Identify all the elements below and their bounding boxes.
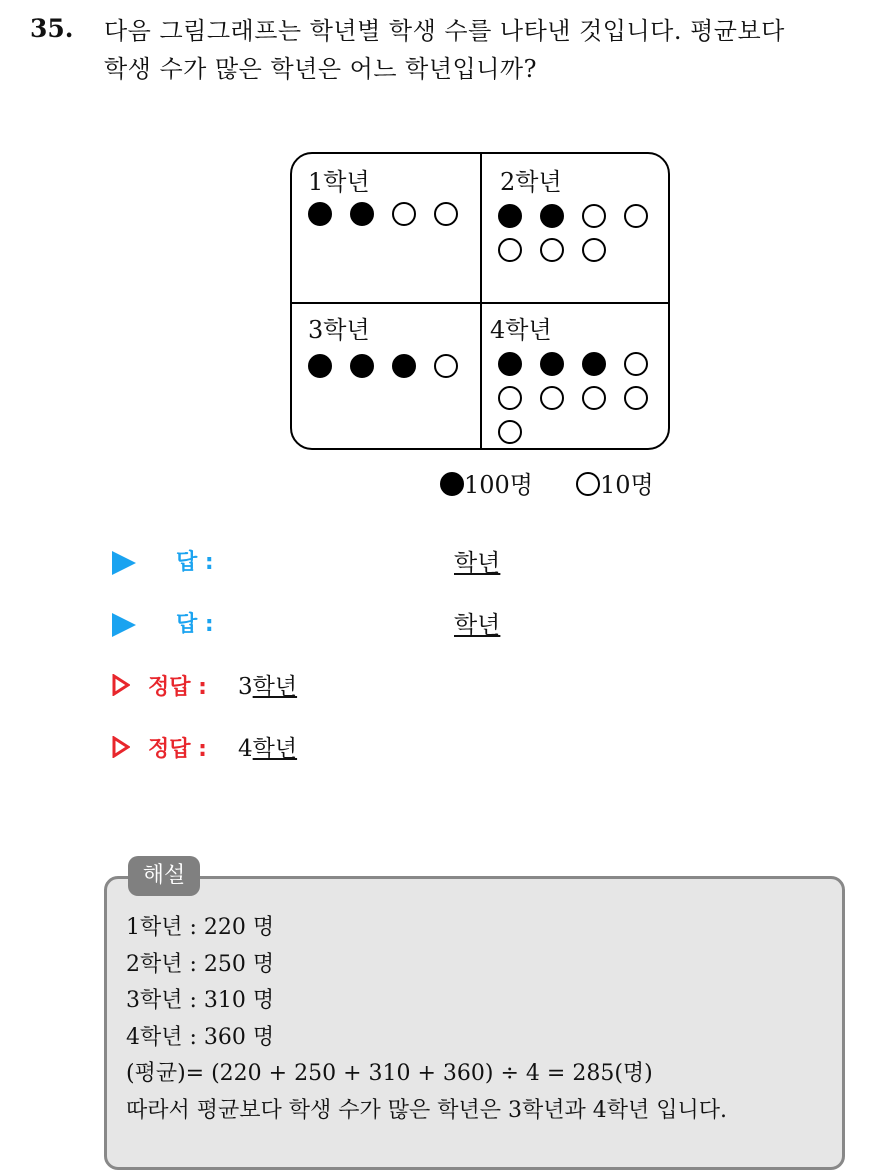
- hundred-symbol: [392, 354, 416, 378]
- outline-triangle-icon: [112, 674, 130, 696]
- ten-symbol: [540, 238, 564, 262]
- hundred-symbol: [350, 202, 374, 226]
- explanation-text: [126, 910, 727, 1129]
- ten-symbol: [434, 354, 458, 378]
- picture-graph: [290, 152, 670, 450]
- ten-symbol: [582, 204, 606, 228]
- ten-symbol: [624, 386, 648, 410]
- correct-answer-row-1: [112, 670, 372, 704]
- question-text: [104, 12, 874, 88]
- hundred-symbol: [540, 352, 564, 376]
- answer-label: 답 :: [176, 612, 214, 637]
- answer-label: 답 :: [176, 550, 214, 575]
- ten-symbol: [582, 386, 606, 410]
- correct-answer-label: 정답 :: [148, 737, 207, 762]
- play-triangle-icon: [112, 613, 136, 637]
- graph-divider-vertical: [480, 154, 482, 448]
- ten-symbol: [540, 386, 564, 410]
- ten-symbol: [498, 420, 522, 444]
- question-line-2: 학생 수가 많은 학년은 어느 학년입니까?: [104, 55, 537, 83]
- ten-symbol: [624, 352, 648, 376]
- legend-small-symbol: [576, 472, 600, 496]
- question-line-1: 다음 그림그래프는 학년별 학생 수를 나타낸 것입니다. 평균보다: [104, 17, 785, 45]
- ten-symbol: [624, 204, 648, 228]
- correct-answer-value: [238, 668, 297, 701]
- correct-answer-unit: 학년: [252, 736, 298, 762]
- explanation-line-5: (평균)= (220 + 250 + 310 + 360) ÷ 4 = 285(명): [126, 1061, 653, 1086]
- explanation-line-2: 2학년 : 250 명: [126, 951, 275, 977]
- cell-label-grade-4: 4학년: [490, 316, 552, 344]
- play-triangle-icon: [112, 551, 136, 575]
- correct-answer-unit: 학년: [252, 674, 298, 700]
- correct-answer-value: [238, 730, 297, 763]
- ten-symbol: [498, 238, 522, 262]
- answer-blank[interactable]: 학년: [454, 549, 501, 577]
- answer-row-1: [112, 545, 532, 579]
- correct-answer-label: 정답 :: [148, 675, 207, 700]
- explanation-line-4: 4학년 : 360 명: [126, 1024, 275, 1050]
- correct-answer-row-2: [112, 732, 372, 766]
- hundred-symbol: [540, 204, 564, 228]
- ten-symbol: [498, 386, 522, 410]
- ten-symbol: [392, 202, 416, 226]
- cell-label-grade-3: 3학년: [308, 316, 370, 344]
- correct-answer-number: 3: [238, 674, 253, 700]
- hundred-symbol: [582, 352, 606, 376]
- correct-answer-number: 4: [238, 736, 253, 762]
- explanation-line-1: 1학년 : 220 명: [126, 915, 275, 940]
- legend-big-label: 100명: [464, 471, 533, 499]
- ten-symbol: [582, 238, 606, 262]
- cell-label-grade-1: 1학년: [308, 168, 370, 196]
- answer-blank[interactable]: 학년: [454, 611, 501, 639]
- hundred-symbol: [498, 352, 522, 376]
- outline-triangle-icon: [112, 736, 130, 758]
- cell-label-grade-2: 2학년: [500, 168, 562, 196]
- graph-divider-horizontal: [292, 302, 668, 304]
- hundred-symbol: [308, 202, 332, 226]
- legend-big-symbol: [440, 472, 464, 496]
- explanation-tag: 해설: [128, 856, 200, 896]
- answer-row-2: [112, 607, 532, 641]
- explanation-line-6: 따라서 평균보다 학생 수가 많은 학년은 3학년과 4학년 입니다.: [126, 1097, 727, 1123]
- ten-symbol: [434, 202, 458, 226]
- explanation-line-3: 3학년 : 310 명: [126, 988, 275, 1013]
- question-number: 35.: [30, 14, 74, 43]
- hundred-symbol: [350, 354, 374, 378]
- hundred-symbol: [498, 204, 522, 228]
- hundred-symbol: [308, 354, 332, 378]
- legend-small-label: 10명: [600, 471, 654, 499]
